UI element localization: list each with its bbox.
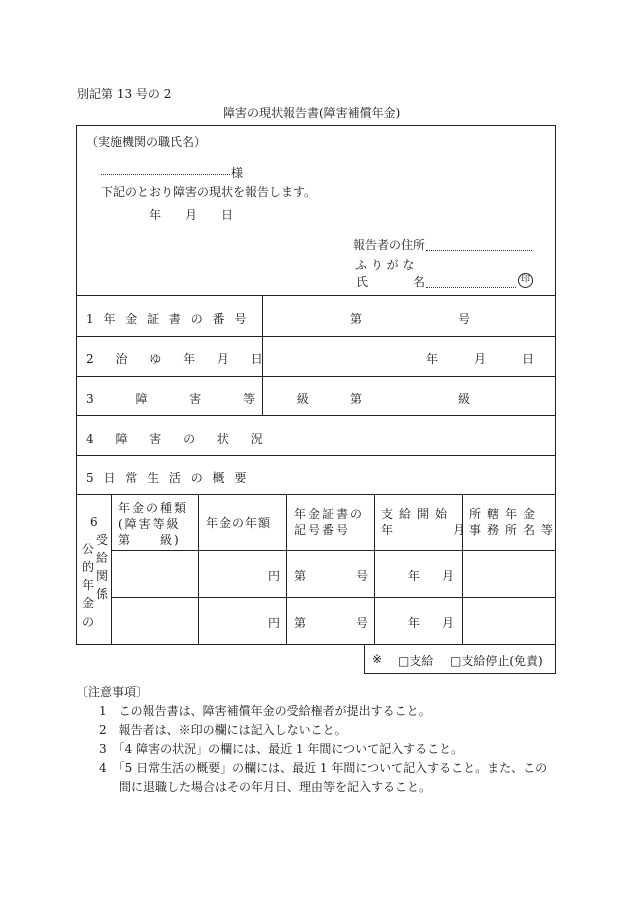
sama-label: 様	[231, 166, 244, 180]
col-header-cert: 年金証書の 記号番号	[294, 507, 365, 537]
address-field[interactable]	[426, 250, 532, 251]
seal-mark: 印	[518, 273, 533, 288]
r2-go: 号	[356, 616, 369, 630]
agency-label: （実施機関の職氏名）	[86, 135, 207, 149]
checkbox-shikyu-teishi[interactable]: □支給停止(免責)	[450, 654, 543, 668]
sec6-vertical-a: 公的年金	[82, 542, 95, 610]
row1-dai: 第	[350, 312, 363, 326]
date-hi: 日	[221, 208, 234, 222]
row3-label: 3 障 害 等 級	[86, 392, 309, 406]
sec6-number: 6	[90, 515, 98, 529]
furigana-label: ふ り が な	[355, 258, 415, 272]
row4-label: 4 障 害 の 状 況	[86, 432, 263, 446]
col-header-kind: 年金の種類 (障害等級 第 級)	[118, 501, 189, 547]
row2-label: 2 治 ゆ 年 月 日	[86, 352, 263, 366]
note-1: 1 この報告書は、障害補償年金の受給権者が提出すること。	[99, 704, 431, 718]
col-header-office: 所轄年金 事務所名等	[469, 507, 560, 537]
note-4b: 間に退職した場合はその年月日、理由等を記入すること。	[119, 780, 432, 794]
notes-title: 〔注意事項〕	[76, 685, 149, 699]
row3-dai: 第	[350, 392, 363, 406]
r1-tsuki: 月	[442, 569, 455, 583]
col-header-amount: 年金の年額	[206, 516, 272, 530]
note-2: 2 報告者は、※印の欄には記入しないこと。	[99, 723, 347, 737]
r2-tsuki: 月	[442, 616, 455, 630]
sec6-vertical-c: の	[82, 615, 95, 629]
date-nen: 年	[149, 208, 162, 222]
checkbox-shikyu[interactable]: □支給	[398, 654, 434, 668]
row5-label: 5 日 常 生 活 の 概 要	[86, 471, 247, 485]
col-header-start: 支給開始 年 月	[381, 507, 472, 537]
row2-tsuki: 月	[474, 352, 487, 366]
row1-go: 号	[458, 312, 471, 326]
r1-nen: 年	[408, 569, 421, 583]
row3-kyu: 級	[458, 392, 471, 406]
agency-name-field[interactable]	[101, 174, 230, 175]
note-4a: 4 「5 日常生活の概要」の欄には、最近 1 年間について記入すること。また、この	[99, 761, 548, 775]
date-tsuki: 月	[185, 208, 198, 222]
r1-en: 円	[268, 569, 281, 583]
r2-dai: 第	[294, 616, 307, 630]
name-label-1: 氏	[356, 275, 369, 289]
stamp-mark: ※	[372, 652, 383, 666]
row1-label: 1 年 金 証 書 の 番 号	[86, 312, 247, 326]
name-field[interactable]	[426, 287, 516, 288]
r2-nen: 年	[408, 616, 421, 630]
row2-nen: 年	[426, 352, 439, 366]
intro-text: 下記のとおり障害の現状を報告します。	[101, 185, 317, 199]
page-title: 障害の現状報告書(障害補償年金)	[223, 106, 401, 120]
row2-hi: 日	[522, 352, 535, 366]
note-3: 3 「4 障害の状況」の欄には、最近 1 年間について記入すること。	[99, 742, 464, 756]
r1-go: 号	[356, 569, 369, 583]
name-label-2: 名	[413, 275, 426, 289]
r2-en: 円	[268, 616, 281, 630]
form-number: 別記第 13 号の 2	[77, 87, 172, 101]
r1-dai: 第	[294, 569, 307, 583]
sec6-vertical-b: 受給関係	[96, 533, 109, 601]
address-label: 報告者の住所	[353, 238, 426, 252]
